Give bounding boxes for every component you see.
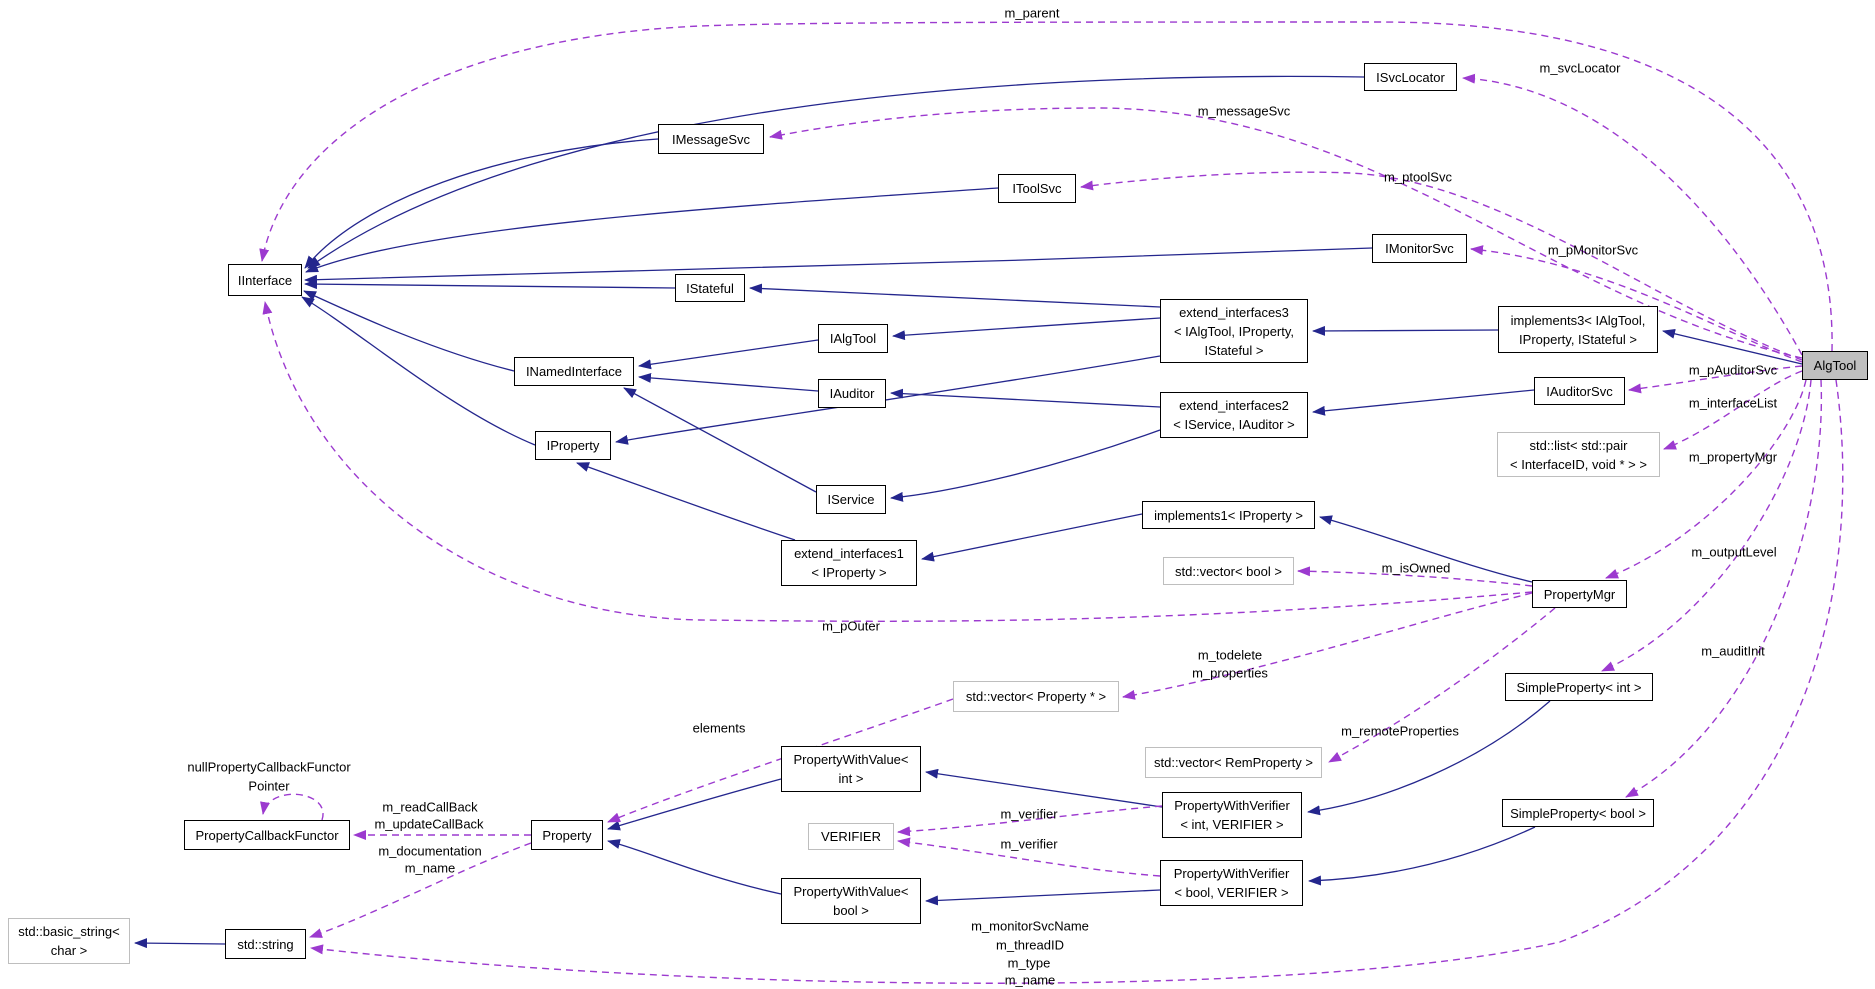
node-label: PropertyWithValue< — [793, 884, 909, 899]
node-label: IToolSvc — [1012, 181, 1062, 196]
edge-m-todelete — [1123, 593, 1532, 697]
node-propertywithverifier-bool[interactable] — [1160, 860, 1303, 906]
node-std-list-interfaceid — [1497, 432, 1660, 477]
node-label: bool > — [833, 903, 869, 918]
node-label: < bool, VERIFIER > — [1174, 885, 1289, 900]
edge-label-pointer: Pointer — [248, 778, 290, 794]
node-implements1[interactable] — [1142, 501, 1315, 529]
node-inamedinterface[interactable] — [514, 357, 634, 386]
node-propertycallbackfunctor[interactable] — [184, 820, 350, 850]
node-label: std::vector< bool > — [1175, 563, 1282, 579]
node-algtool — [1802, 351, 1868, 380]
node-label: int > — [838, 771, 864, 786]
node-std-string[interactable] — [225, 929, 306, 959]
node-label: IInterface — [237, 272, 293, 288]
edge-label-m-todelete: m_todelete — [1197, 647, 1263, 663]
node-label: char > — [50, 943, 88, 958]
node-label: ISvcLocator — [1376, 69, 1445, 85]
node-label: std::vector< Property * > — [965, 689, 1107, 704]
node-propertywithvalue-bool[interactable] — [781, 878, 921, 924]
edge-label-m-pauditorsvc: m_pAuditorSvc — [1688, 362, 1778, 378]
edge-implements3-extend3 — [1313, 330, 1498, 331]
node-label: PropertyWithVerifier — [1174, 798, 1290, 813]
edge-implements1-extend1 — [922, 514, 1142, 559]
node-label: INamedInterface — [525, 364, 623, 379]
node-std-vector-property — [953, 681, 1119, 712]
edge-iauditor-inamedinterface — [639, 377, 818, 391]
edge-label-m-auditinit: m_auditInit — [1701, 643, 1765, 659]
edge-label-m-messagesvc: m_messageSvc — [1197, 103, 1291, 119]
edge-imonitorsvc-iinterface — [305, 248, 1372, 280]
node-label: SimpleProperty< bool > — [1510, 805, 1646, 821]
node-label: VERIFIER — [821, 829, 881, 844]
node-property[interactable] — [531, 820, 603, 850]
edge-iservice-inamedinterface — [624, 388, 816, 492]
node-propertymgr[interactable] — [1532, 580, 1627, 608]
node-propertywithverifier-int[interactable] — [1162, 792, 1302, 838]
edge-label-m-propertymgr: m_propertyMgr — [1688, 449, 1778, 465]
edge-label-m-parent: m_parent — [1004, 5, 1060, 21]
edge-label-m-verifier-int: m_verifier — [1000, 806, 1058, 822]
node-isvclocator[interactable] — [1364, 63, 1457, 91]
node-imonitorsvc[interactable] — [1372, 234, 1467, 263]
edge-label-m-isowned: m_isOwned — [1381, 560, 1451, 576]
edge-label-m-pmonitorsvc: m_pMonitorSvc — [1547, 242, 1639, 258]
edge-extend3-istateful — [750, 288, 1160, 307]
edge-iauditorsvc-extend2 — [1313, 390, 1534, 412]
node-iservice[interactable] — [816, 485, 886, 514]
edge-m-outputlevel — [1602, 380, 1811, 671]
node-std-vector-bool — [1163, 557, 1294, 585]
node-label: IAuditor — [829, 386, 875, 401]
edge-pwvint-pwvalueint — [926, 772, 1162, 807]
edge-pwvaluebool-property — [608, 841, 781, 894]
node-label: < IService, IAuditor > — [1173, 417, 1295, 432]
node-label: PropertyMgr — [1543, 586, 1616, 602]
edge-label-m-ptoolsvc: m_ptoolSvc — [1384, 169, 1452, 185]
node-label: IAuditorSvc — [1546, 383, 1613, 399]
edge-imessagesvc-iinterface — [305, 139, 658, 268]
node-iinterface[interactable] — [228, 264, 302, 296]
node-iauditorsvc[interactable] — [1534, 377, 1625, 405]
edge-label-m-remoteproperties: m_remoteProperties — [1341, 723, 1459, 739]
node-label: std::basic_string< — [18, 924, 120, 939]
edge-label-m-outputlevel: m_outputLevel — [1691, 544, 1777, 560]
edge-label-m-readcallback: m_readCallBack — [382, 799, 478, 815]
edge-label-m-documentation: m_documentation — [378, 843, 482, 859]
node-label: std::string — [237, 936, 294, 952]
edge-iproperty-iinterface — [302, 297, 535, 445]
node-iauditor[interactable] — [818, 379, 886, 408]
node-std-vector-remproperty — [1145, 747, 1322, 778]
node-label: extend_interfaces2 — [1179, 398, 1289, 413]
node-label: extend_interfaces3 — [1179, 304, 1289, 320]
node-label: extend_interfaces1 — [794, 546, 904, 561]
edge-label-m-updatecallback: m_updateCallBack — [374, 816, 484, 832]
node-label: IStateful > — [1204, 342, 1264, 358]
node-label: implements3< IAlgTool, — [1510, 312, 1646, 328]
node-label: IMessageSvc — [671, 131, 751, 147]
edge-label-m-monitorsvcname: m_monitorSvcName — [971, 918, 1089, 934]
node-label: < int, VERIFIER > — [1180, 817, 1284, 832]
node-implements3[interactable] — [1498, 306, 1658, 353]
node-ialgtool[interactable] — [818, 324, 888, 353]
edge-label-m-type: m_type — [1007, 955, 1051, 971]
node-extend-interfaces1[interactable] — [781, 540, 917, 586]
node-propertywithvalue-int[interactable] — [781, 746, 921, 792]
edge-extend1-iproperty — [577, 463, 795, 540]
node-label: PropertyCallbackFunctor — [195, 827, 339, 843]
node-simpleproperty-bool[interactable] — [1502, 799, 1654, 827]
edge-extend2-iauditor — [891, 393, 1160, 407]
node-label: < InterfaceID, void * > > — [1510, 456, 1647, 472]
node-imessagesvc[interactable] — [658, 124, 764, 154]
edge-label-m-pouter: m_pOuter — [822, 618, 880, 634]
edge-simplebool-pwvbool — [1309, 827, 1535, 881]
node-label: IStateful — [686, 280, 734, 296]
node-extend-interfaces3[interactable] — [1160, 299, 1308, 363]
node-label: PropertyWithVerifier — [1173, 866, 1290, 881]
edge-istateful-iinterface — [305, 284, 675, 288]
node-verifier — [808, 823, 894, 850]
edge-simpleint-pwvint — [1308, 701, 1550, 812]
edge-label-m-svclocator: m_svcLocator — [1539, 60, 1621, 76]
node-label: PropertyWithValue< — [793, 752, 909, 767]
edge-pwvbool-pwvaluebool — [926, 890, 1160, 901]
node-label: Property — [542, 827, 592, 843]
node-iproperty[interactable] — [535, 431, 611, 460]
edge-extend3-ialgtool — [893, 318, 1160, 336]
edge-label-elements: elements — [692, 720, 746, 736]
edge-algtool-implements3 — [1663, 331, 1802, 364]
edge-label-m-threadid: m_threadID — [996, 937, 1064, 953]
edge-label-m-name-algtool: m_name — [1004, 972, 1056, 988]
edge-label-m-properties: m_properties — [1192, 665, 1268, 681]
node-label: < IProperty > — [811, 565, 887, 580]
edge-label-nullpropertycallbackfunctor: nullPropertyCallbackFunctor — [187, 759, 351, 775]
node-label: implements1< IProperty > — [1154, 507, 1303, 523]
node-label: std::vector< RemProperty > — [1154, 755, 1313, 770]
edge-label-m-name-property: m_name — [404, 860, 456, 876]
node-label: SimpleProperty< int > — [1516, 679, 1642, 695]
node-label: IProperty, IStateful > — [1519, 331, 1637, 347]
node-simpleproperty-int[interactable] — [1505, 673, 1653, 701]
node-label: < IAlgTool, IProperty, — [1173, 323, 1295, 339]
edge-label-m-verifier-bool: m_verifier — [1000, 836, 1058, 852]
node-label: IProperty — [546, 438, 600, 453]
node-label: IService — [827, 492, 875, 507]
edge-stdstring-basicstring — [135, 943, 225, 944]
node-std-basic-string — [8, 918, 130, 964]
edge-extend2-iservice — [891, 430, 1160, 498]
node-label: IAlgTool — [829, 331, 877, 346]
node-extend-interfaces2[interactable] — [1160, 392, 1308, 438]
edge-ialgtool-inamedinterface — [639, 340, 818, 366]
node-label: std::list< std::pair — [1529, 437, 1628, 453]
edge-nullpropertycallbackfunctor-self — [263, 794, 323, 820]
edge-label-m-interfacelist: m_interfaceList — [1688, 395, 1778, 411]
node-itoolsvc[interactable] — [998, 174, 1076, 203]
node-label: IMonitorSvc — [1385, 241, 1454, 256]
edge-pwvalueint-property — [608, 779, 781, 829]
edge-inamedinterface-iinterface — [304, 291, 514, 371]
node-istateful[interactable] — [675, 274, 745, 302]
node-label: AlgTool — [1813, 358, 1857, 373]
edge-itoolsvc-iinterface — [306, 188, 998, 272]
edge-extend3-iproperty — [616, 356, 1160, 442]
